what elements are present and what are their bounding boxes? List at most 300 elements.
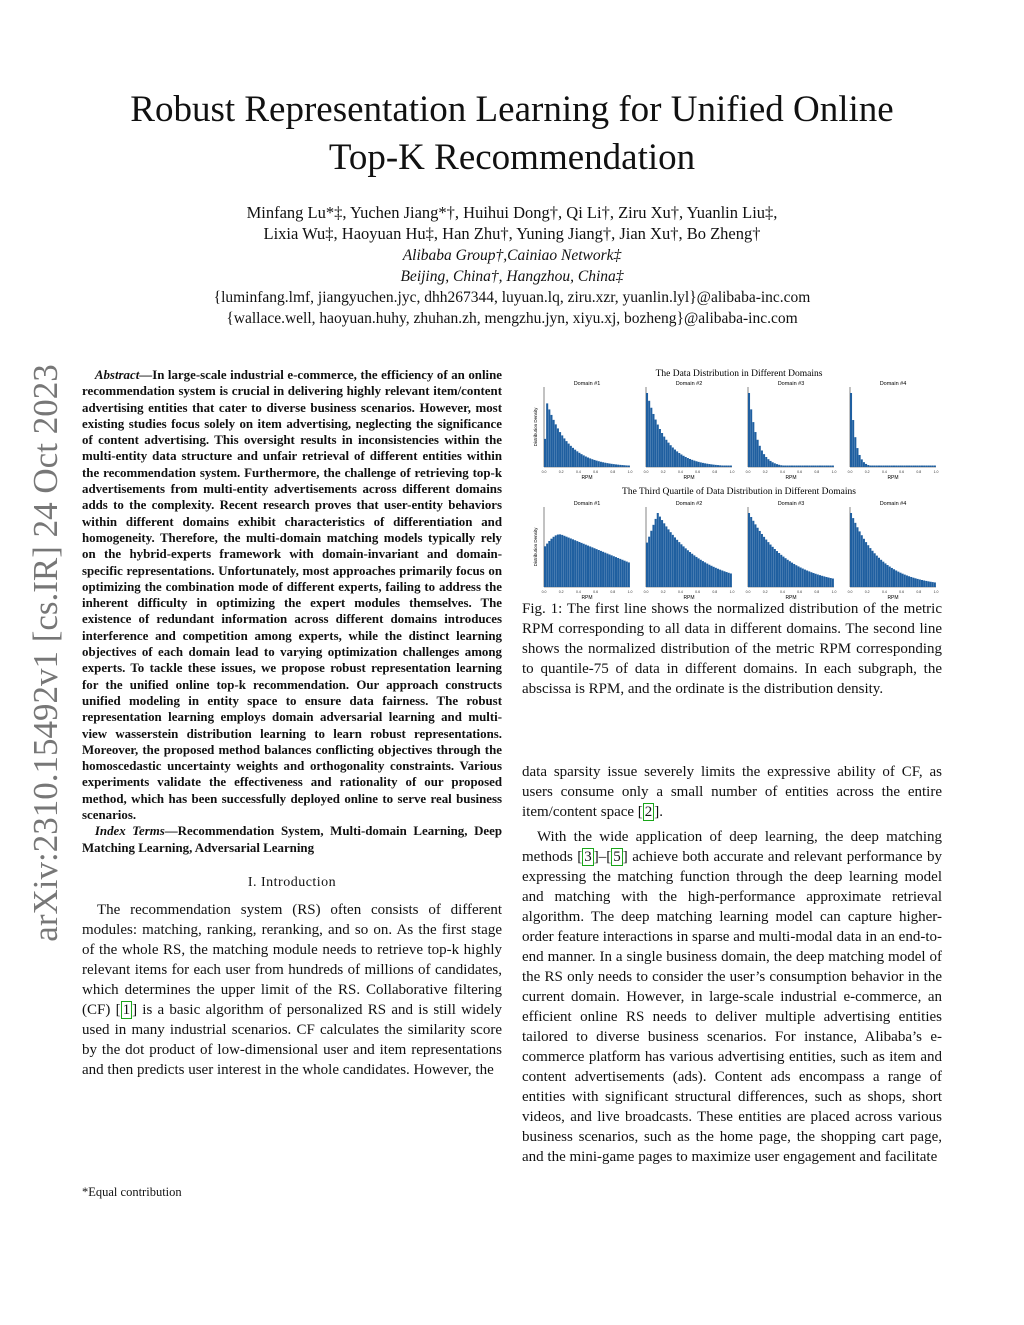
histogram-bar: [830, 466, 832, 467]
x-tick-label: 1.0: [933, 590, 939, 594]
right-column: [522, 762, 942, 1167]
x-axis-label: RPM: [581, 595, 593, 601]
x-tick-label: 0.6: [899, 590, 905, 594]
histogram-bar: [915, 578, 917, 587]
right-p2-text-a: With the wide application of deep learning, the deep matching methods [: [522, 829, 942, 865]
histogram-bar: [583, 455, 585, 467]
x-tick-label: 0.4: [677, 470, 683, 474]
email-line-1: {luminfang.lmf, jiangyuchen.jyc, dhh267344, luyuan.lq, ziru.xzr, yuanlin.lyl}@alibaba-inc.com: [213, 289, 811, 306]
x-tick-label: 0.8: [916, 470, 922, 474]
histogram-bar: [685, 457, 687, 467]
histogram-bar: [876, 556, 878, 587]
domain-label: Domain #1: [573, 501, 601, 507]
histogram-bar: [604, 553, 606, 587]
histogram-bar: [589, 458, 591, 467]
histogram-bar: [621, 465, 623, 467]
index-terms-label: Index Terms: [94, 824, 165, 839]
histogram-bar: [897, 572, 899, 587]
histogram-bar: [884, 466, 886, 467]
histogram-bar: [624, 465, 626, 467]
histogram-bar: [880, 560, 882, 587]
histogram-bar: [850, 513, 852, 587]
section-heading: I. Introduction: [247, 874, 337, 890]
histogram-bar: [650, 408, 652, 467]
histogram-bar: [646, 393, 648, 467]
citation-link[interactable]: 3: [584, 849, 592, 865]
histogram-bar: [795, 565, 797, 587]
x-tick-label: 0.6: [695, 470, 701, 474]
authors-line-2: Lixia Wu‡, Haoyuan Hu‡, Han Zhu†, Yuning Jiang†, Jian Xu†, Bo Zheng†: [263, 224, 761, 243]
domain-label: Domain #3: [777, 501, 805, 507]
histogram-bar: [767, 459, 769, 467]
histogram-bar: [661, 520, 663, 587]
histogram-bar: [891, 568, 893, 587]
histogram-bar: [869, 466, 871, 467]
histogram-bar: [902, 466, 904, 467]
y-axis-label: Distribution Density: [533, 407, 538, 447]
histogram-bar: [615, 464, 617, 467]
histogram-bar: [757, 440, 759, 467]
title-line-2: Top-K Recommendation: [328, 137, 696, 178]
histogram-bar: [598, 550, 600, 587]
histogram-bar: [695, 557, 697, 587]
histogram-bar: [789, 466, 791, 467]
histogram-bar: [728, 466, 730, 467]
histogram-bar: [765, 457, 767, 467]
histogram-bar: [828, 466, 830, 467]
histogram-bar: [708, 464, 710, 467]
histogram-bar: [693, 461, 695, 467]
histogram-bar: [785, 466, 787, 467]
x-tick-label: 1.0: [831, 470, 837, 474]
histogram-bar: [728, 573, 730, 587]
histogram-bar: [763, 454, 765, 467]
histogram-bar: [591, 547, 593, 587]
title-line-1: Robust Representation Learning for Unified Online: [130, 89, 894, 130]
histogram-bar: [778, 553, 780, 587]
histogram-bar: [574, 540, 576, 587]
histogram-bar: [619, 559, 621, 587]
histogram-bar: [708, 565, 710, 587]
histogram-bar: [765, 540, 767, 587]
histogram-bar: [687, 458, 689, 467]
histogram-bar: [804, 466, 806, 467]
x-tick-label: 1.0: [933, 470, 939, 474]
histogram-bar: [934, 466, 936, 467]
histogram-bar: [806, 466, 808, 467]
histogram-bar: [752, 521, 754, 587]
histogram-bar: [626, 562, 628, 587]
histogram-bar: [785, 558, 787, 587]
histogram-bar: [602, 552, 604, 587]
histogram-bar: [704, 562, 706, 587]
histogram-bar: [706, 464, 708, 467]
histogram-bar: [815, 574, 817, 587]
histogram-bar: [648, 537, 650, 587]
histogram-bar: [884, 563, 886, 587]
histogram-bar: [570, 446, 572, 467]
histogram-bar: [657, 425, 659, 467]
histogram-bar: [904, 466, 906, 467]
histogram-bar: [772, 547, 774, 587]
histogram-bar: [606, 463, 608, 467]
x-tick-label: 0.2: [864, 470, 870, 474]
histogram-bar: [819, 466, 821, 467]
domain-label: Domain #1: [573, 381, 601, 387]
histogram-bar: [578, 542, 580, 587]
histogram-bar: [648, 401, 650, 467]
histogram-bar: [721, 465, 723, 467]
histogram-bar: [568, 444, 570, 467]
histogram-bar: [880, 466, 882, 467]
email-line-2: {wallace.well, haoyuan.huhy, zhuhan.zh, mengzhu.jyn, xiyu.xj, bozheng}@alibaba-inc.com: [226, 310, 798, 327]
histogram-bar: [828, 578, 830, 587]
histogram-bar: [717, 569, 719, 587]
histogram-bar: [904, 575, 906, 587]
abstract-text: —In large-scale industrial e-commerce, the efficiency of an online recommendation system is crucial in delivering highly relevant item/content advertising entities that cater to diverse business scenarios. However, most existing studies focus solely on item advertising, neglecting the significance of content advertising. This oversight results in inconsistencies within the multi-entity data structure and unfair retrieval of different entities within the recommendation system. Furthermore, the challenge of retrieving top-k advertisements from multi-entity advertisements across different domains adds to the complexity. Recent research proves that user-entity behaviors within different domains exhibit characteristics of differentiation and homogeneity. Therefore, the multi-domain matching models typically rely on the hybrid-experts framework with domain-invariant and domain-specific representations. Unfortunately, most approaches primarily focus on optimizing the combination mode of different experts, failing to address the inherent difficulty in optimizing the expert modules themselves. The existence of redundant information across different domains introduces interference and competition among experts, while the distinct learning objectives of each domain lead to varying optimization challenges among experts. To tackle these issues, we propose robust representation learning for the unified online top-k recommendation. Our approach constructs unified modeling in entity space to ensure data fairness. The robust representation learning employs domain adversarial learning and multi-view wasserstein distribution learning to learn robust representations. Moreover, the proposed method balances conflicting objectives through the homoscedastic uncertainty weights and orthogonality constraints. Various experiments validate the effectiveness and rationality of our proposed method, which has been successfully deployed online to serve real business scenarios.: [82, 368, 502, 823]
histogram-bar: [563, 536, 565, 587]
histogram-bar: [921, 580, 923, 587]
abstract-label: Abstract: [94, 368, 140, 382]
histogram-bar: [693, 555, 695, 587]
x-tick-label: 0.0: [745, 590, 751, 594]
histogram-bar: [683, 456, 685, 467]
histogram-bar: [925, 466, 927, 467]
histogram-bar: [876, 466, 878, 467]
histogram-bar: [782, 557, 784, 587]
histogram-bar: [546, 544, 548, 587]
x-tick-label: 0.0: [847, 470, 853, 474]
histogram-bar: [774, 463, 776, 467]
histogram-bar: [715, 568, 717, 587]
histogram-bar: [668, 443, 670, 467]
histogram-bar: [770, 545, 772, 587]
histogram-bar: [691, 460, 693, 467]
histogram-bar: [626, 465, 628, 467]
histogram-bar: [606, 554, 608, 587]
histogram-bar: [872, 551, 874, 587]
x-tick-label: 0.2: [762, 470, 768, 474]
x-tick-label: 0.4: [575, 590, 581, 594]
x-tick-label: 0.8: [814, 470, 820, 474]
histogram-bar: [817, 574, 819, 587]
histogram-bar: [687, 550, 689, 587]
histogram-bar: [878, 466, 880, 467]
histogram-bar: [767, 542, 769, 587]
histogram-bar: [680, 454, 682, 467]
histogram-bar: [895, 466, 897, 467]
histogram-bar: [689, 459, 691, 467]
histogram-bar: [711, 566, 713, 587]
histogram-bar: [621, 560, 623, 587]
x-axis-label: RPM: [887, 475, 899, 481]
histogram-bar: [919, 579, 921, 587]
histogram-bar: [559, 534, 561, 587]
histogram-bar: [715, 465, 717, 467]
histogram-bar: [609, 463, 611, 467]
citation-link[interactable]: 2: [644, 804, 653, 820]
paper-title: [60, 86, 964, 182]
histogram-bar: [912, 578, 914, 587]
histogram-bar: [867, 465, 869, 467]
y-axis-label: Distribution Density: [533, 527, 538, 567]
histogram-bar: [655, 519, 657, 587]
histogram-bar: [808, 466, 810, 467]
histogram-bar: [702, 561, 704, 587]
histogram-bar: [787, 560, 789, 587]
histogram-bar: [759, 531, 761, 587]
intro-paragraph: [82, 900, 502, 1080]
figure-1: [532, 362, 947, 601]
histogram-bar: [555, 535, 557, 587]
histogram-bar: [802, 569, 804, 587]
figure-bottom-title: The Third Quartile of Data Distribution in Different Domains: [622, 487, 856, 497]
histogram-bar: [668, 529, 670, 587]
x-tick-label: 0.2: [558, 470, 564, 474]
intro-text-a: The recommendation system (RS) often consists of different modules: matching, ranking, reranking, and so on. As the first stage of the whole RS, the matching module needs to retrieve top-k highly relevant items for each user from hundreds of millions of candidates, which determines the upper limit of the RS. Collaborative filtering (CF) [: [82, 901, 502, 1018]
histogram-bar: [661, 433, 663, 467]
histogram-bar: [628, 466, 630, 467]
histogram-bar: [893, 569, 895, 587]
histogram-bar: [604, 463, 606, 467]
histogram-bar: [713, 465, 715, 467]
x-axis-label: RPM: [683, 595, 695, 601]
histogram-bar: [611, 464, 613, 467]
figure-top-title: The Data Distribution in Different Domains: [655, 369, 823, 379]
x-tick-label: 0.8: [814, 590, 820, 594]
histogram-bar: [906, 466, 908, 467]
histogram-bar: [902, 574, 904, 587]
histogram-bar: [672, 535, 674, 587]
histogram-bar: [581, 543, 583, 587]
histogram-bar: [576, 451, 578, 467]
histogram-bar: [793, 564, 795, 587]
histogram-bar: [850, 393, 852, 467]
histogram-bar: [581, 454, 583, 467]
histogram-bar: [891, 466, 893, 467]
histogram-bar: [899, 573, 901, 587]
histogram-bar: [566, 537, 568, 587]
histogram-bar: [676, 451, 678, 467]
histogram-bar: [602, 462, 604, 467]
histogram-bar: [802, 466, 804, 467]
histogram-bar: [674, 450, 676, 467]
histogram-bar: [808, 571, 810, 587]
histogram-bar: [650, 531, 652, 587]
histogram-bar: [856, 448, 858, 467]
domain-label: Domain #3: [777, 381, 805, 387]
histogram-bar: [861, 535, 863, 587]
histogram-bar: [698, 558, 700, 587]
right-p1-text-b: ].: [654, 804, 664, 820]
x-tick-label: 0.4: [779, 590, 785, 594]
histogram-bar: [757, 528, 759, 587]
right-p1-text-a: data sparsity issue severely limits the expressive ability of CF, as users consume only a small number of entities across the entire item/content space [: [522, 764, 942, 820]
histogram-bar: [544, 546, 546, 587]
histogram-bar: [774, 549, 776, 587]
histogram-bar: [927, 466, 929, 467]
histogram-bar: [657, 513, 659, 587]
x-tick-label: 0.0: [643, 470, 649, 474]
histogram-bar: [852, 518, 854, 587]
histogram-bar: [628, 562, 630, 587]
histogram-bar: [676, 540, 678, 587]
x-tick-label: 1.0: [729, 590, 735, 594]
histogram-bar: [572, 539, 574, 587]
x-tick-label: 0.2: [660, 470, 666, 474]
histogram-bar: [887, 565, 889, 587]
histogram-bar: [574, 450, 576, 467]
histogram-bar: [865, 464, 867, 467]
histogram-bar: [704, 463, 706, 467]
histogram-bar: [782, 466, 784, 467]
histogram-bar: [589, 546, 591, 587]
x-tick-label: 0.0: [847, 590, 853, 594]
histogram-bar: [754, 432, 756, 467]
x-axis-label: RPM: [887, 595, 899, 601]
histogram-bar: [585, 456, 587, 467]
histogram-bar: [563, 438, 565, 467]
x-tick-label: 0.6: [899, 470, 905, 474]
histogram-bar: [748, 513, 750, 587]
citation-link[interactable]: 5: [613, 849, 621, 865]
histogram-bar: [613, 556, 615, 587]
histogram-bar: [791, 466, 793, 467]
histogram-bar: [915, 466, 917, 467]
x-axis-label: RPM: [683, 475, 695, 481]
histogram-bar: [770, 461, 772, 467]
domain-label: Domain #2: [675, 381, 703, 387]
histogram-bar: [899, 466, 901, 467]
right-p2-dash: ]–[: [593, 849, 612, 865]
x-tick-label: 0.6: [797, 590, 803, 594]
histogram-bar: [557, 428, 559, 467]
right-paragraph-2: [522, 827, 942, 1167]
histogram-bar: [761, 534, 763, 587]
histogram-bar: [925, 581, 927, 587]
histogram-bar: [678, 542, 680, 587]
citation-link[interactable]: 1: [122, 1001, 131, 1018]
x-tick-label: 0.4: [881, 590, 887, 594]
x-tick-label: 1.0: [729, 470, 735, 474]
right-p2-text-b: ] achieve both accurate and relevant performance by expressing the matching function through the deep learning model and matching with the high-performance approximate retrieval algorithm. The deep matching learning model can capture higher-order feature interactions in sparse and multi-modal data in an end-to-end manner. In a single business domain, the deep matching model of the RS only needs to consider the user’s consumption behavior in the current domain. However, in large-scale industrial e-commerce, an efficient online RS needs to deliver multiple advertising entities tailored to diverse business scenarios. For instance, Alibaba’s e-commerce platform has various advertising entities, such as item and content advertisements (ads). Content ads encompass a range of entities with significant structural differences, such as shops, short videos, and live broadcasts. These entities are placed across various business scenarios, such as the home page, the shopping cart page, and the mini-game pages to maximize user engagement and facilitate: [522, 849, 942, 1165]
abstract: [82, 367, 502, 856]
right-paragraph-1: [522, 762, 942, 822]
histogram-bar: [817, 466, 819, 467]
x-tick-label: 0.0: [541, 470, 547, 474]
histogram-bar: [825, 577, 827, 587]
histogram-bar: [717, 465, 719, 467]
histogram-bar: [754, 524, 756, 587]
footnote: *Equal contribution: [82, 1185, 182, 1199]
histogram-bar: [863, 539, 865, 587]
histogram-bar: [930, 582, 932, 587]
histogram-bar: [908, 466, 910, 467]
histogram-bar: [596, 461, 598, 467]
histogram-bar: [591, 459, 593, 467]
histogram-bar: [576, 541, 578, 587]
histogram-bar: [617, 558, 619, 587]
histogram-bar: [927, 581, 929, 587]
histogram-bar: [723, 466, 725, 467]
histogram-bar: [548, 541, 550, 587]
histogram-bar: [810, 572, 812, 587]
histogram-bar: [566, 441, 568, 467]
x-tick-label: 0.8: [712, 470, 718, 474]
histogram-bar: [895, 570, 897, 587]
histogram-bar: [863, 462, 865, 467]
histogram-bar: [546, 403, 548, 467]
histogram-bar: [550, 539, 552, 587]
histogram-bar: [617, 465, 619, 467]
histogram-bar: [897, 466, 899, 467]
authors-line-1: Minfang Lu*‡, Yuchen Jiang*†, Huihui Dong†, Qi Li†, Ziru Xu†, Yuanlin Liu‡,: [246, 203, 778, 222]
histogram-bar: [859, 531, 861, 587]
x-axis-label: RPM: [581, 475, 593, 481]
x-tick-label: 0.6: [593, 470, 599, 474]
histogram-bar: [910, 466, 912, 467]
histogram-bar: [655, 420, 657, 467]
histogram-bar: [665, 440, 667, 467]
histogram-bar: [659, 517, 661, 587]
histogram-bar: [695, 461, 697, 467]
histogram-bar: [780, 555, 782, 587]
x-tick-label: 0.4: [779, 470, 785, 474]
histogram-bar: [821, 466, 823, 467]
histogram-bar: [772, 462, 774, 467]
x-tick-label: 0.0: [541, 590, 547, 594]
histogram-bar: [882, 466, 884, 467]
x-tick-label: 0.6: [797, 470, 803, 474]
histogram-bar: [609, 554, 611, 587]
histogram-bar: [861, 459, 863, 467]
histogram-bar: [553, 537, 555, 587]
histogram-bar: [663, 437, 665, 467]
histogram-bar: [596, 549, 598, 587]
x-tick-label: 1.0: [627, 470, 633, 474]
histogram-bar: [887, 466, 889, 467]
histogram-bar: [557, 535, 559, 587]
histogram-bar: [830, 578, 832, 587]
histogram-bar: [730, 466, 732, 467]
domain-label: Domain #4: [879, 501, 907, 507]
histogram-bar: [685, 548, 687, 587]
histogram-bar: [683, 546, 685, 587]
histogram-bar: [776, 551, 778, 587]
x-tick-label: 1.0: [831, 590, 837, 594]
histogram-bar: [912, 466, 914, 467]
histogram-bar: [906, 575, 908, 587]
histogram-bar: [815, 466, 817, 467]
histogram-bar: [832, 579, 834, 587]
location: Beijing, China†, Hangzhou, China‡: [400, 268, 624, 285]
histogram-bar: [561, 535, 563, 587]
histogram-bar: [819, 575, 821, 587]
histogram-bar: [800, 466, 802, 467]
histogram-bar: [583, 544, 585, 587]
x-tick-label: 0.8: [712, 590, 718, 594]
histogram-bar: [932, 466, 934, 467]
x-tick-label: 0.8: [610, 590, 616, 594]
histogram-bar: [721, 570, 723, 587]
histogram-bar: [932, 582, 934, 587]
x-tick-label: 0.4: [575, 470, 581, 474]
histogram-bar: [711, 464, 713, 467]
histogram-bar: [832, 466, 834, 467]
histogram-bar: [793, 466, 795, 467]
histogram-bar: [806, 570, 808, 587]
histogram-bar: [750, 409, 752, 467]
